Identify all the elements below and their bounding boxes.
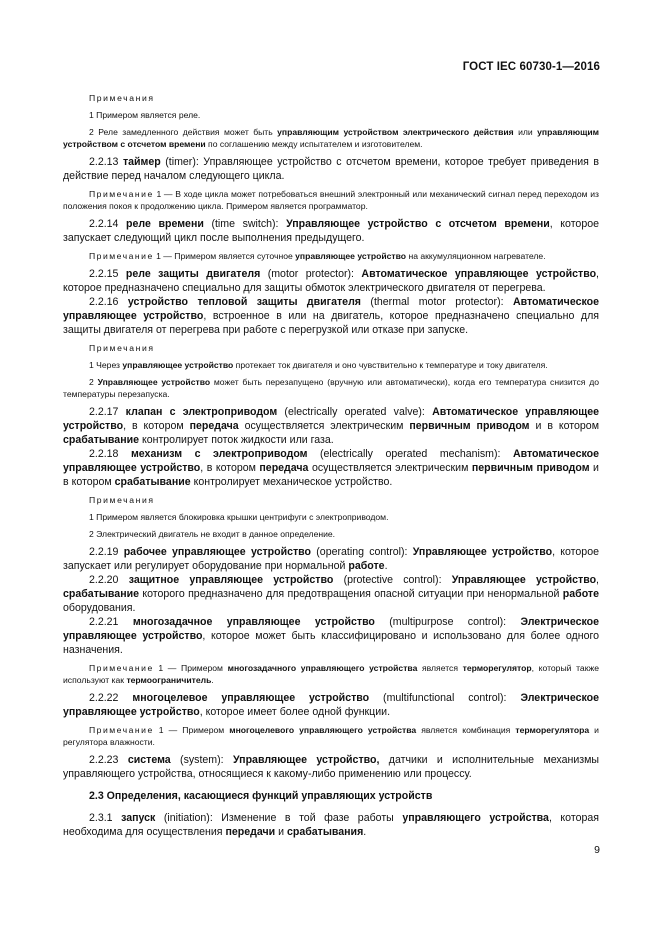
text-run: 1 — Примером является суточное — [153, 251, 296, 261]
text-run: на аккумуляционном нагревателе. — [406, 251, 546, 261]
note-text — [63, 662, 599, 686]
text-run: может быть перезапущено (вручную или автоматически), когда его температура снизится до температуры перезапуска. — [63, 377, 599, 399]
text-run: осуществляется электрическим — [238, 420, 410, 432]
term-bold: передача — [259, 462, 309, 474]
note-text — [63, 188, 599, 212]
term-bold: реле времени — [126, 218, 204, 230]
text-run: оборудования. — [63, 602, 136, 614]
text-run: и в котором — [63, 462, 599, 488]
term-bold: работе — [562, 588, 599, 600]
text-run: 1 Примером является реле. — [89, 110, 201, 120]
term-bold: Управляющее устройство, — [233, 754, 380, 766]
term-bold: управляющим устройством с отсчетом времени — [63, 127, 599, 149]
text-run: (time switch): — [203, 218, 287, 230]
text-run: 2.2.13 — [89, 156, 123, 168]
spacer — [63, 781, 599, 789]
text-run: 2 — [89, 377, 98, 387]
term-bold: таймер — [122, 156, 161, 168]
text-run: Примечание — [89, 663, 154, 673]
text-run: протекает ток двигателя и оно чувствительно к температуре и току двигателя. — [233, 360, 548, 370]
text-run: 2.2.21 — [89, 616, 133, 628]
text-run: 2.3 Определения, касающиеся функций управляющих устройств — [89, 790, 433, 802]
text-run: (system): — [170, 754, 233, 766]
term-bold: срабатывание — [63, 434, 139, 446]
text-run: 1 — Примером — [153, 725, 230, 735]
text-run: , в котором — [123, 420, 190, 432]
paragraph — [63, 545, 599, 573]
text-run: которого предназначено для предотвращения опасной ситуации при ненормальной — [139, 588, 563, 600]
term-bold: многоцелевое управляющее устройство — [132, 692, 370, 704]
text-run: является комбинация — [416, 725, 516, 735]
text-run: Примечания — [89, 495, 155, 505]
term-bold: работе — [348, 560, 385, 572]
note-text — [63, 359, 599, 371]
term-bold: Электрическое управляющее устройство — [63, 616, 599, 642]
text-run: . — [363, 826, 367, 838]
text-run: (electrically operated mechanism): — [307, 448, 513, 460]
term-bold: многозадачного управляющего устройства — [227, 663, 418, 673]
term-bold: защитное управляющее устройство — [128, 574, 334, 586]
text-run: 2.2.20 — [89, 574, 129, 586]
term-bold: запуск — [121, 812, 156, 824]
notes-heading — [63, 342, 599, 354]
paragraph — [63, 447, 599, 489]
term-bold: Управляющее устройство — [97, 377, 211, 387]
paragraph — [63, 811, 599, 839]
text-run: , в котором — [200, 462, 260, 474]
term-bold: механизм с электроприводом — [130, 448, 308, 460]
paragraph — [63, 405, 599, 447]
paragraph — [63, 753, 599, 781]
text-run: . — [384, 560, 388, 572]
text-run: (multifunctional control): — [369, 692, 521, 704]
text-run: (electrically operated valve): — [277, 406, 433, 418]
term-bold: срабатывания — [286, 826, 364, 838]
text-run: (operating control): — [311, 546, 413, 558]
text-run: . — [211, 675, 214, 685]
text-run: контролирует поток жидкости или газа. — [139, 434, 334, 446]
text-run: 2.2.16 — [89, 296, 128, 308]
text-run: 2.2.19 — [89, 546, 124, 558]
note-text — [63, 126, 599, 150]
note-text — [63, 376, 599, 400]
text-run: осуществляется электрическим — [308, 462, 472, 474]
note-text — [63, 250, 599, 262]
term-bold: управляющего устройства — [402, 812, 549, 824]
note-text — [63, 511, 599, 523]
text-run: (timer): Управляющее устройство с отсчетом времени, которое требует приведения в действие перед началом следующего цикла. — [63, 156, 599, 182]
text-run: , которое запускает или регулирует оборудование при нормальной — [63, 546, 599, 572]
term-bold: многозадачное управляющее устройство — [132, 616, 375, 628]
paragraph — [63, 691, 599, 719]
text-run: Примечание — [89, 725, 154, 735]
text-run: 2.2.14 — [89, 218, 127, 230]
text-run: 1 Через — [89, 360, 123, 370]
paragraph — [63, 217, 599, 245]
text-run: , — [596, 574, 599, 586]
term-bold: рабочее управляющее устройство — [123, 546, 312, 558]
notes-heading — [63, 92, 599, 104]
text-run: Примечание — [89, 251, 154, 261]
term-bold: первичным приводом — [409, 420, 530, 432]
term-bold: управляющим устройством электрического действия — [277, 127, 514, 137]
term-bold: терморегулятора — [515, 725, 590, 735]
note-text — [63, 109, 599, 121]
note-text — [63, 724, 599, 748]
text-run: 2.3.1 — [89, 812, 122, 824]
paragraph — [63, 267, 599, 295]
term-bold: Управляющее устройство — [412, 546, 553, 558]
text-run: 1 — Примером — [153, 663, 228, 673]
text-run: Примечания — [89, 343, 155, 353]
term-bold: Управляющее устройство — [451, 574, 597, 586]
term-bold: Автоматическое управляющее устройство — [361, 268, 597, 280]
notes-heading — [63, 494, 599, 506]
text-run: по соглашению между испытателем и изготовителем. — [205, 139, 423, 149]
text-run: 2 Реле замедленного действия может быть — [89, 127, 278, 137]
text-run: 1 Примером является блокировка крышки центрифуги с электроприводом. — [89, 512, 389, 522]
term-bold: Автоматическое управляющее устройство — [63, 448, 599, 474]
text-run: Примечания — [89, 93, 155, 103]
text-run: , которая необходима для осуществления — [63, 812, 599, 838]
term-bold: термоограничитель — [126, 675, 212, 685]
term-bold: управляющее устройство — [122, 360, 234, 370]
text-run: 2 Электрический двигатель не входит в данное определение. — [89, 529, 336, 539]
text-run: (motor protector): — [260, 268, 362, 280]
term-bold: система — [127, 754, 171, 766]
text-run: (multipurpose control): — [374, 616, 521, 628]
spacer — [63, 803, 599, 811]
text-run: 1 — В ходе цикла может потребоваться внешний электронный или механический сигнал перед переходом из положения покоя к продолжению цикла. Примером является программатор. — [63, 189, 599, 211]
term-bold: устройство тепловой защиты двигателя — [127, 296, 361, 308]
paragraph — [63, 573, 599, 615]
term-bold: первичным приводом — [471, 462, 590, 474]
text-run: контролирует механическое устройство. — [190, 476, 393, 488]
text-run: , которое запускает следующий цикл после выполнения предыдущего. — [63, 218, 599, 244]
term-bold: многоцелевого управляющего устройства — [229, 725, 417, 735]
text-run: , которое может быть классифицировано и использовано для более одного назначения. — [63, 630, 599, 656]
term-bold: Автоматическое управляющее устройство — [63, 296, 599, 322]
term-bold: терморегулятор — [462, 663, 532, 673]
text-run: или — [513, 127, 538, 137]
text-run: является — [417, 663, 463, 673]
term-bold: передачи — [225, 826, 276, 838]
text-run: 2.2.18 — [89, 448, 131, 460]
text-run: и — [275, 826, 287, 838]
term-bold: срабатывание — [63, 588, 139, 600]
text-run: , которое предназначено специально для защиты обмоток электрического двигателя от перегрева. — [63, 268, 599, 294]
document-code: ГОСТ IEC 60730-1—2016 — [462, 61, 600, 73]
page-number: 9 — [594, 844, 600, 856]
term-bold: Электрическое управляющее устройство — [63, 692, 599, 718]
text-run: , которое имеет более одной функции. — [199, 706, 391, 718]
text-run: 2.2.23 — [89, 754, 128, 766]
text-run: Примечание — [89, 189, 154, 199]
section-heading — [63, 789, 599, 803]
term-bold: управляющее устройство — [295, 251, 407, 261]
paragraph — [63, 615, 599, 657]
paragraph — [63, 295, 599, 337]
text-run: , встроенное в или на двигатель, которое предназначено специально для защиты двигателя от перегрева при работе с перегрузкой или отказе при запуске. — [63, 310, 599, 336]
text-run: и в котором — [529, 420, 599, 432]
text-run: (initiation): Изменение в той фазе работы — [155, 812, 403, 824]
text-run: , который также используют как — [63, 663, 599, 685]
term-bold: срабатывание — [114, 476, 191, 488]
term-bold: Управляющее устройство с отсчетом времени — [286, 218, 550, 230]
note-text — [63, 528, 599, 540]
term-bold: передача — [189, 420, 239, 432]
text-run: и регулятора влажности. — [63, 725, 599, 747]
text-run: (protective control): — [333, 574, 452, 586]
text-run: датчики и исполнительные механизмы управляющего устройства, относящиеся к какому-либо применению или процессу. — [63, 754, 599, 780]
term-bold: реле защиты двигателя — [125, 268, 261, 280]
text-run: 2.2.15 — [89, 268, 126, 280]
term-bold: клапан с электроприводом — [125, 406, 278, 418]
text-run: 2.2.17 — [89, 406, 126, 418]
text-run: 2.2.22 — [89, 692, 133, 704]
page-body — [63, 92, 599, 839]
term-bold: Автоматическое управляющее устройство — [63, 406, 600, 432]
paragraph — [63, 155, 599, 183]
text-run: (thermal motor protector): — [360, 296, 513, 308]
